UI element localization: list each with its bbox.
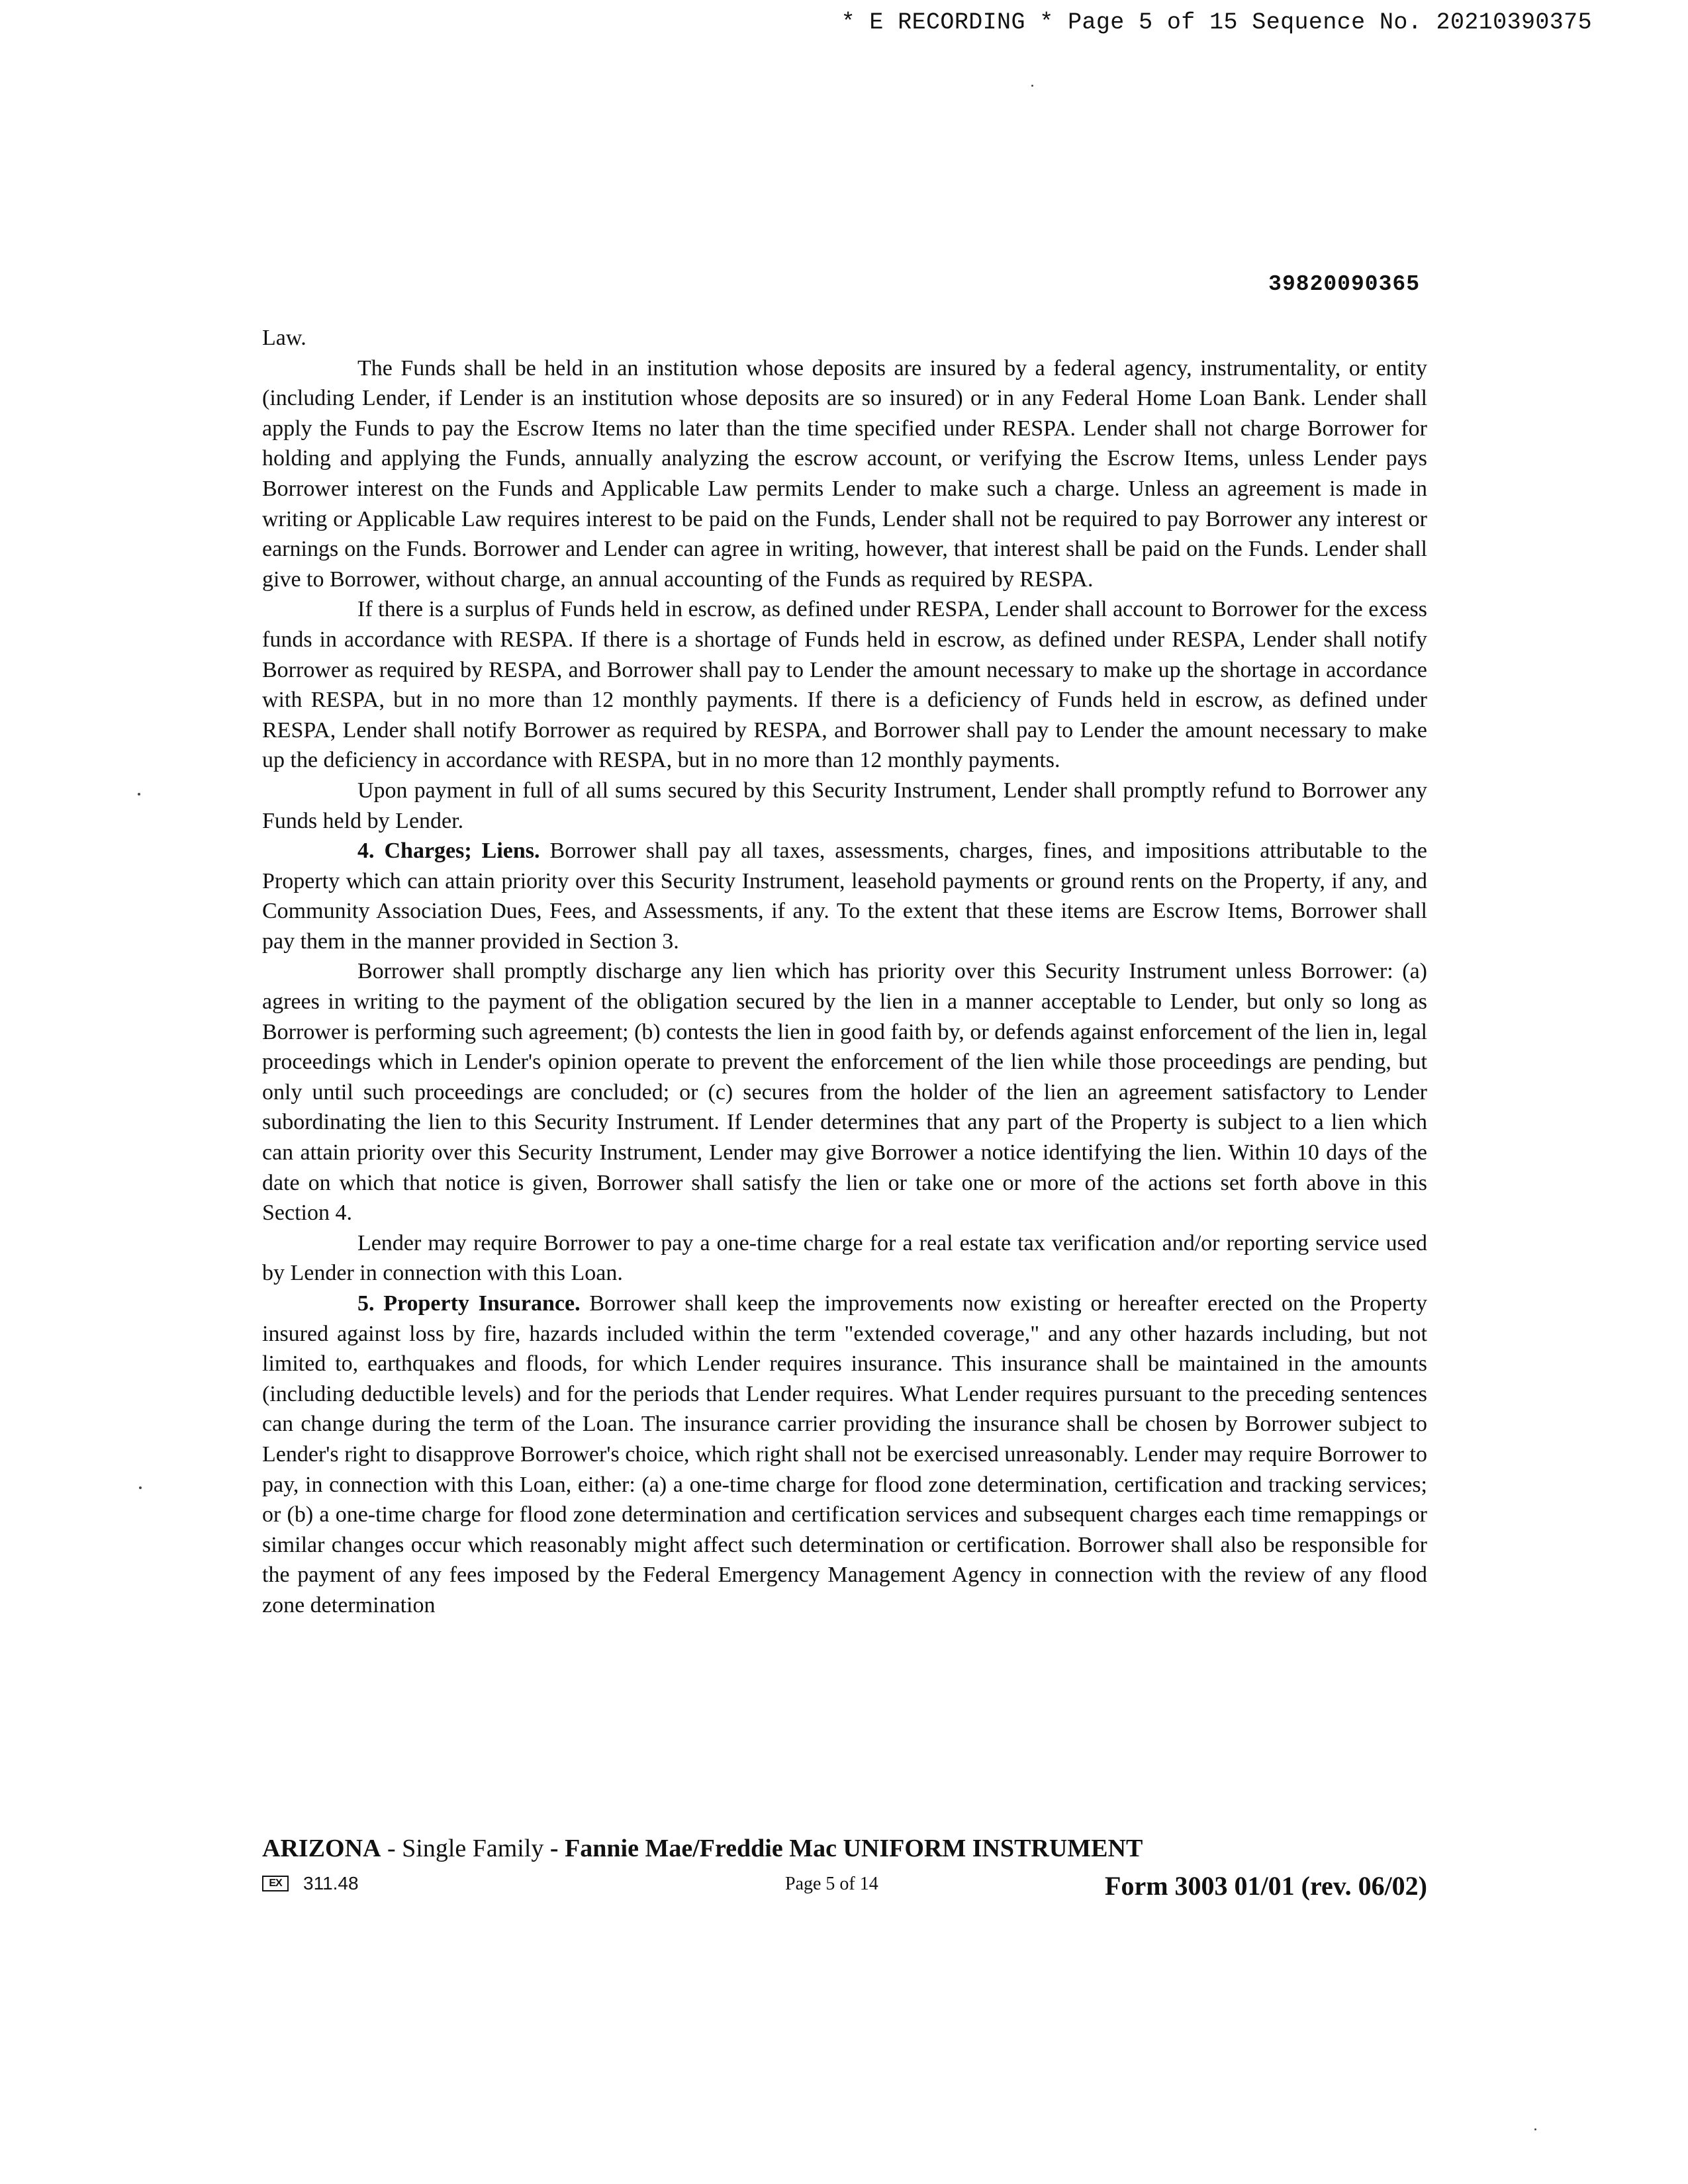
paragraph bbox=[262, 956, 1427, 1228]
footer-title bbox=[262, 1834, 1143, 1863]
paragraph-text: Lender may require Borrower to pay a one-time charge for a real estate tax verification and/or reporting service used by Lender in connection with this Loan. bbox=[262, 1230, 1427, 1286]
paragraph-text: Law. bbox=[262, 326, 306, 350]
scan-speck bbox=[138, 793, 140, 796]
form-code: 311.48 bbox=[303, 1873, 359, 1893]
page-number: Page 5 of 14 bbox=[785, 1874, 878, 1894]
document-number: 39820090365 bbox=[1268, 272, 1420, 296]
footer-instrument: Fannie Mae/Freddie Mac UNIFORM INSTRUMENT bbox=[565, 1835, 1143, 1862]
paragraph-text: The Funds shall be held in an institution whose deposits are insured by a federal agency, instrumentality, or entity (including Lender, if Lender is an institution whose deposits are so insured) or in any Federal Home Loan Bank. Lender shall apply the Funds to pay the Escrow Items no later than the time specified under RESPA. Lender shall not charge Borrower for holding and applying the Funds, annually analyzing the escrow account, or verifying the Escrow Items, unless Lender pays Borrower interest on the Funds and Applicable Law permits Lender to make such a charge. Unless an agreement is made in writing or Applicable Law requires interest to be paid on the Funds, Lender shall not be required to pay Borrower any interest or earnings on the Funds. Borrower and Lender can agree in writing, however, that interest shall be paid on the Funds. Lender shall give to Borrower, without charge, an annual accounting of the Funds as required by RESPA. bbox=[262, 355, 1427, 592]
paragraph-text: Borrower shall pay all taxes, assessments, charges, fines, and impositions attributable to the Property which can attain priority over this Security Instrument, leasehold payments or ground rents on the Property, if any, and Community Association Dues, Fees, and Assessments, if any. To the extent that these items are Escrow Items, Borrower shall pay them in the manner provided in Section 3. bbox=[262, 839, 1427, 954]
scan-speck bbox=[1534, 2128, 1536, 2130]
form-id: Form 3003 01/01 (rev. 06/02) bbox=[1105, 1871, 1427, 1901]
footer-separator: - bbox=[543, 1835, 565, 1862]
section-paragraph bbox=[262, 1289, 1427, 1621]
scan-speck bbox=[139, 1486, 142, 1489]
section-heading: 4. Charges; Liens. bbox=[357, 839, 540, 864]
paragraph bbox=[262, 776, 1427, 836]
footer-details bbox=[262, 1870, 1427, 1900]
paragraph bbox=[262, 323, 1427, 353]
paragraph-text: Borrower shall promptly discharge any lien which has priority over this Security Instrument unless Borrower: (a) agrees in writing to the payment of the obligation secured by the lien in a manner acceptable to Lender, but only so long as Borrower is performing such agreement; (b) contests the lien in good faith by, or defends against enforcement of the lien in, legal proceedings which in Lender's opinion operate to prevent the enforcement of the lien while those proceedings are pending, but only until such proceedings are concluded; or (c) secures from the holder of the lien an agreement satisfactory to Lender subordinating the lien to this Security Instrument. If Lender determines that any part of the Property is subject to a lien which can attain priority over this Security Instrument, Lender may give Borrower a notice identifying the lien. Within 10 days of the date on which that notice is given, Borrower shall satisfy the lien or take one or more of the actions set forth above in this Section 4. bbox=[262, 959, 1427, 1226]
section-paragraph bbox=[262, 836, 1427, 956]
scan-speck bbox=[1031, 85, 1033, 87]
paragraph bbox=[262, 353, 1427, 595]
paragraph-text: Borrower shall keep the improvements now existing or hereafter erected on the Property insured against loss by fire, hazards included within the term "extended coverage," and any other hazards including, but not limited to, earthquakes and floods, for which Lender requires insurance. This insurance shall be maintained in the amounts (including deductible levels) and for the periods that Lender requires. What Lender requires pursuant to the preceding sentences can change during the term of the Loan. The insurance carrier providing the insurance shall be chosen by Borrower subject to Lender's right to disapprove Borrower's choice, which right shall not be exercised unreasonably. Lender may require Borrower to pay, in connection with this Loan, either: (a) a one-time charge for flood zone determination, certification and tracking services; or (b) a one-time charge for flood zone determination and certification services and subsequent charges each time remappings or similar changes occur which reasonably might affect such determination or certification. Borrower shall also be responsible for the payment of any fees imposed by the Federal Emergency Management Agency in connection with the review of any flood zone determination bbox=[262, 1291, 1427, 1617]
footer-state: ARIZONA bbox=[262, 1835, 381, 1862]
recording-stamp: * E RECORDING * Page 5 of 15 Sequence No. 20210390375 bbox=[841, 9, 1592, 36]
footer-family-type: Single Family bbox=[402, 1835, 544, 1862]
section-heading: 5. Property Insurance. bbox=[357, 1291, 581, 1316]
paragraph-text: Upon payment in full of all sums secured by this Security Instrument, Lender shall promptly refund to Borrower any Funds held by Lender. bbox=[262, 778, 1427, 833]
paragraph bbox=[262, 1228, 1427, 1289]
footer-separator: - bbox=[381, 1835, 402, 1862]
form-logo-icon: EX bbox=[262, 1876, 289, 1891]
paragraph-text: If there is a surplus of Funds held in escrow, as defined under RESPA, Lender shall account to Borrower for the excess funds in accordance with RESPA. If there is a shortage of Funds held in escrow, as defined under RESPA, Lender shall notify Borrower as required by RESPA, and Borrower shall pay to Lender the amount necessary to make up the shortage in accordance with RESPA, but in no more than 12 monthly payments. If there is a deficiency of Funds held in escrow, as defined under RESPA, Lender shall notify Borrower as required by RESPA, and Borrower shall pay to Lender the amount necessary to make up the deficiency in accordance with RESPA, but in no more than 12 monthly payments. bbox=[262, 597, 1427, 773]
document-body bbox=[262, 323, 1427, 1621]
paragraph bbox=[262, 594, 1427, 776]
